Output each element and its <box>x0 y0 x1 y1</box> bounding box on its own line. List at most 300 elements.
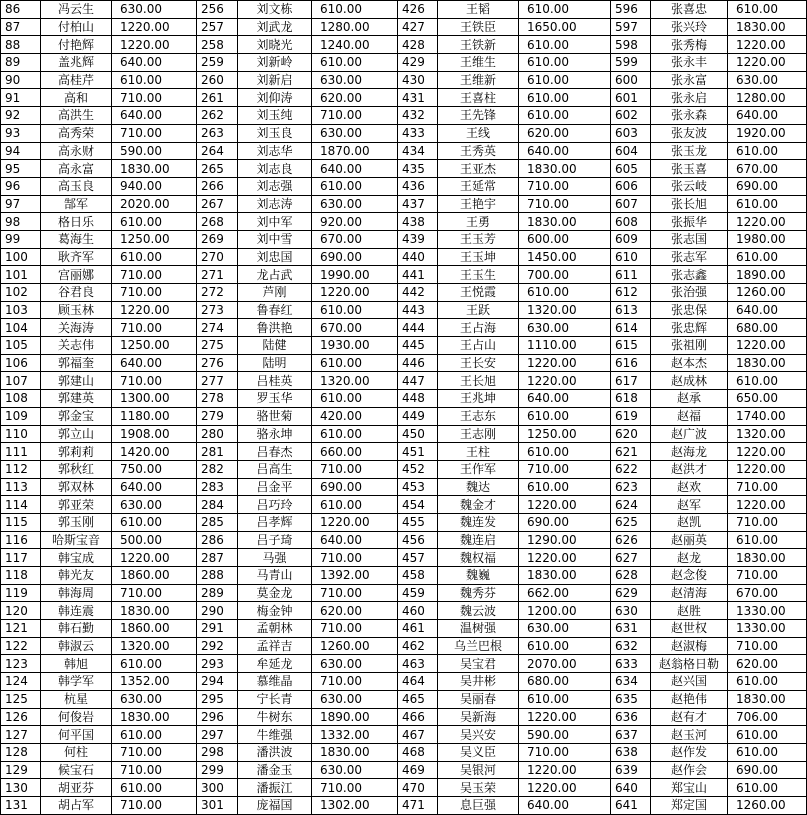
person-name-cell: 郭亚荣 <box>41 496 112 514</box>
row-number-cell: 296 <box>197 708 238 726</box>
row-number-cell: 262 <box>197 107 238 125</box>
table-row <box>1 107 807 125</box>
row-number-cell: 628 <box>611 567 651 585</box>
row-number-cell: 438 <box>398 213 438 231</box>
row-number-cell: 288 <box>197 567 238 585</box>
row-number-cell: 118 <box>1 567 41 585</box>
amount-cell: 2020.00 <box>112 195 197 213</box>
row-number-cell: 92 <box>1 107 41 125</box>
row-number-cell: 131 <box>1 796 41 814</box>
amount-cell: 640.00 <box>519 142 611 160</box>
person-name-cell: 张振华 <box>651 213 728 231</box>
person-name-cell: 赵胜 <box>651 602 728 620</box>
person-name-cell: 谷君良 <box>41 284 112 302</box>
person-name-cell: 张志鑫 <box>651 266 728 284</box>
table-row <box>1 195 807 213</box>
row-number-cell: 301 <box>197 796 238 814</box>
person-name-cell: 何俊岩 <box>41 708 112 726</box>
amount-cell: 1220.00 <box>519 549 611 567</box>
row-number-cell: 603 <box>611 124 651 142</box>
person-name-cell: 张永丰 <box>651 54 728 72</box>
amount-cell: 1870.00 <box>312 142 398 160</box>
person-name-cell: 魏达 <box>438 478 519 496</box>
row-number-cell: 460 <box>398 602 438 620</box>
person-name-cell: 潘金玉 <box>238 761 312 779</box>
person-name-cell: 关志伟 <box>41 337 112 355</box>
person-name-cell: 孟祥吉 <box>238 637 312 655</box>
table-body <box>1 1 807 815</box>
table-row <box>1 319 807 337</box>
amount-cell: 630.00 <box>312 195 398 213</box>
row-number-cell: 456 <box>398 531 438 549</box>
amount-cell: 1220.00 <box>519 372 611 390</box>
person-name-cell: 郭金宝 <box>41 407 112 425</box>
person-name-cell: 宫丽娜 <box>41 266 112 284</box>
amount-cell: 1220.00 <box>728 443 807 461</box>
person-name-cell: 牟延龙 <box>238 655 312 673</box>
amount-cell: 610.00 <box>312 496 398 514</box>
person-name-cell: 王玉芳 <box>438 230 519 248</box>
row-number-cell: 450 <box>398 425 438 443</box>
amount-cell: 610.00 <box>312 390 398 408</box>
person-name-cell: 赵龙 <box>651 549 728 567</box>
amount-cell: 1290.00 <box>519 531 611 549</box>
person-name-cell: 王兆坤 <box>438 390 519 408</box>
person-name-cell: 赵广波 <box>651 425 728 443</box>
person-name-cell: 王维新 <box>438 71 519 89</box>
person-name-cell: 牛维强 <box>238 726 312 744</box>
person-name-cell: 魏金才 <box>438 496 519 514</box>
person-name-cell: 郭建山 <box>41 372 112 390</box>
row-number-cell: 630 <box>611 602 651 620</box>
amount-cell: 610.00 <box>519 478 611 496</box>
table-row <box>1 230 807 248</box>
person-name-cell: 王柱 <box>438 443 519 461</box>
amount-cell: 670.00 <box>728 160 807 178</box>
row-number-cell: 274 <box>197 319 238 337</box>
person-name-cell: 刘中雪 <box>238 230 312 248</box>
amount-cell: 630.00 <box>312 761 398 779</box>
amount-cell: 1180.00 <box>112 407 197 425</box>
amount-cell: 640.00 <box>112 107 197 125</box>
amount-cell: 1330.00 <box>728 602 807 620</box>
row-number-cell: 446 <box>398 354 438 372</box>
person-name-cell: 张忠辉 <box>651 319 728 337</box>
person-name-cell: 赵艳伟 <box>651 690 728 708</box>
person-name-cell: 高秀荣 <box>41 124 112 142</box>
amount-cell: 1260.00 <box>728 796 807 814</box>
person-name-cell: 赵淑梅 <box>651 637 728 655</box>
person-name-cell: 杭星 <box>41 690 112 708</box>
row-number-cell: 622 <box>611 460 651 478</box>
row-number-cell: 285 <box>197 513 238 531</box>
table-row <box>1 690 807 708</box>
person-name-cell: 王艳宇 <box>438 195 519 213</box>
person-name-cell: 芦刚 <box>238 284 312 302</box>
person-name-cell: 吕子琦 <box>238 531 312 549</box>
row-number-cell: 441 <box>398 266 438 284</box>
amount-cell: 680.00 <box>728 319 807 337</box>
row-number-cell: 618 <box>611 390 651 408</box>
amount-cell: 710.00 <box>112 743 197 761</box>
row-number-cell: 107 <box>1 372 41 390</box>
table-row <box>1 779 807 797</box>
row-number-cell: 426 <box>398 1 438 19</box>
amount-cell: 1320.00 <box>728 425 807 443</box>
amount-cell: 1890.00 <box>728 266 807 284</box>
amount-cell: 706.00 <box>728 708 807 726</box>
amount-cell: 1220.00 <box>728 54 807 72</box>
row-number-cell: 295 <box>197 690 238 708</box>
row-number-cell: 99 <box>1 230 41 248</box>
table-row <box>1 301 807 319</box>
person-name-cell: 刘新启 <box>238 71 312 89</box>
amount-cell: 610.00 <box>728 372 807 390</box>
person-name-cell: 鲁洪艳 <box>238 319 312 337</box>
row-number-cell: 103 <box>1 301 41 319</box>
person-name-cell: 赵玉河 <box>651 726 728 744</box>
row-number-cell: 120 <box>1 602 41 620</box>
amount-cell: 1920.00 <box>728 124 807 142</box>
amount-cell: 1280.00 <box>312 18 398 36</box>
row-number-cell: 263 <box>197 124 238 142</box>
row-number-cell: 278 <box>197 390 238 408</box>
person-name-cell: 潘振江 <box>238 779 312 797</box>
row-number-cell: 457 <box>398 549 438 567</box>
row-number-cell: 442 <box>398 284 438 302</box>
row-number-cell: 261 <box>197 89 238 107</box>
table-row <box>1 124 807 142</box>
row-number-cell: 117 <box>1 549 41 567</box>
row-number-cell: 627 <box>611 549 651 567</box>
amount-cell: 1220.00 <box>519 779 611 797</box>
amount-cell: 610.00 <box>728 743 807 761</box>
row-number-cell: 638 <box>611 743 651 761</box>
amount-cell: 710.00 <box>519 195 611 213</box>
amount-cell: 620.00 <box>728 655 807 673</box>
row-number-cell: 90 <box>1 71 41 89</box>
person-name-cell: 关海涛 <box>41 319 112 337</box>
amount-cell: 610.00 <box>728 142 807 160</box>
amount-cell: 1830.00 <box>519 213 611 231</box>
person-name-cell: 刘文栋 <box>238 1 312 19</box>
person-name-cell: 赵丽英 <box>651 531 728 549</box>
person-name-cell: 魏巍 <box>438 567 519 585</box>
amount-cell: 610.00 <box>312 301 398 319</box>
amount-cell: 1240.00 <box>312 36 398 54</box>
amount-cell: 1352.00 <box>112 673 197 691</box>
amount-cell: 1320.00 <box>112 637 197 655</box>
table-row <box>1 602 807 620</box>
row-number-cell: 257 <box>197 18 238 36</box>
person-name-cell: 韩宝成 <box>41 549 112 567</box>
row-number-cell: 452 <box>398 460 438 478</box>
person-name-cell: 王长安 <box>438 354 519 372</box>
amount-cell: 1830.00 <box>112 160 197 178</box>
amount-cell: 710.00 <box>312 620 398 638</box>
amount-cell: 610.00 <box>728 726 807 744</box>
amount-cell: 710.00 <box>112 796 197 814</box>
row-number-cell: 439 <box>398 230 438 248</box>
amount-cell: 700.00 <box>519 266 611 284</box>
row-number-cell: 259 <box>197 54 238 72</box>
amount-cell: 500.00 <box>112 531 197 549</box>
amount-cell: 662.00 <box>519 584 611 602</box>
row-number-cell: 616 <box>611 354 651 372</box>
row-number-cell: 266 <box>197 177 238 195</box>
amount-cell: 1740.00 <box>728 407 807 425</box>
person-name-cell: 吕金平 <box>238 478 312 496</box>
person-name-cell: 郭立山 <box>41 425 112 443</box>
row-number-cell: 105 <box>1 337 41 355</box>
table-row <box>1 584 807 602</box>
row-number-cell: 111 <box>1 443 41 461</box>
table-row <box>1 673 807 691</box>
row-number-cell: 277 <box>197 372 238 390</box>
row-number-cell: 96 <box>1 177 41 195</box>
row-number-cell: 87 <box>1 18 41 36</box>
row-number-cell: 610 <box>611 248 651 266</box>
amount-cell: 1830.00 <box>519 567 611 585</box>
amount-cell: 630.00 <box>519 319 611 337</box>
person-name-cell: 刘志涛 <box>238 195 312 213</box>
table-row <box>1 637 807 655</box>
person-name-cell: 张志国 <box>651 230 728 248</box>
table-row <box>1 743 807 761</box>
person-name-cell: 吕孝辉 <box>238 513 312 531</box>
amount-cell: 710.00 <box>112 372 197 390</box>
amount-cell: 1990.00 <box>312 266 398 284</box>
row-number-cell: 605 <box>611 160 651 178</box>
row-number-cell: 123 <box>1 655 41 673</box>
person-name-cell: 刘玉纯 <box>238 107 312 125</box>
row-number-cell: 275 <box>197 337 238 355</box>
person-name-cell: 格日乐 <box>41 213 112 231</box>
person-name-cell: 赵凯 <box>651 513 728 531</box>
row-number-cell: 282 <box>197 460 238 478</box>
amount-cell: 1220.00 <box>519 354 611 372</box>
amount-cell: 1392.00 <box>312 567 398 585</box>
amount-cell: 1260.00 <box>728 284 807 302</box>
row-number-cell: 640 <box>611 779 651 797</box>
amount-cell: 940.00 <box>112 177 197 195</box>
row-number-cell: 432 <box>398 107 438 125</box>
table-row <box>1 337 807 355</box>
row-number-cell: 115 <box>1 513 41 531</box>
amount-cell: 630.00 <box>112 496 197 514</box>
amount-cell: 620.00 <box>312 602 398 620</box>
amount-cell: 590.00 <box>112 142 197 160</box>
amount-cell: 710.00 <box>519 743 611 761</box>
person-name-cell: 郭玉刚 <box>41 513 112 531</box>
amount-cell: 1830.00 <box>112 602 197 620</box>
row-number-cell: 448 <box>398 390 438 408</box>
row-number-cell: 435 <box>398 160 438 178</box>
row-number-cell: 633 <box>611 655 651 673</box>
amount-cell: 1830.00 <box>728 549 807 567</box>
row-number-cell: 626 <box>611 531 651 549</box>
amount-cell: 610.00 <box>112 779 197 797</box>
row-number-cell: 95 <box>1 160 41 178</box>
person-name-cell: 张玉龙 <box>651 142 728 160</box>
row-number-cell: 286 <box>197 531 238 549</box>
person-name-cell: 何柱 <box>41 743 112 761</box>
amount-cell: 1330.00 <box>728 620 807 638</box>
person-name-cell: 赵海龙 <box>651 443 728 461</box>
person-name-cell: 庞福国 <box>238 796 312 814</box>
row-number-cell: 604 <box>611 142 651 160</box>
person-name-cell: 宁长青 <box>238 690 312 708</box>
amount-cell: 640.00 <box>728 107 807 125</box>
person-name-cell: 张祖刚 <box>651 337 728 355</box>
amount-cell: 640.00 <box>312 531 398 549</box>
amount-cell: 710.00 <box>112 319 197 337</box>
row-number-cell: 434 <box>398 142 438 160</box>
amount-cell: 2070.00 <box>519 655 611 673</box>
table-row <box>1 177 807 195</box>
person-name-cell: 吕巧玲 <box>238 496 312 514</box>
amount-cell: 1220.00 <box>112 549 197 567</box>
amount-cell: 1250.00 <box>112 337 197 355</box>
amount-cell: 640.00 <box>112 54 197 72</box>
person-name-cell: 付艳辉 <box>41 36 112 54</box>
row-number-cell: 436 <box>398 177 438 195</box>
row-number-cell: 625 <box>611 513 651 531</box>
row-number-cell: 453 <box>398 478 438 496</box>
row-number-cell: 127 <box>1 726 41 744</box>
person-name-cell: 赵欢 <box>651 478 728 496</box>
person-name-cell: 刘玉良 <box>238 124 312 142</box>
amount-cell: 1220.00 <box>519 761 611 779</box>
row-number-cell: 609 <box>611 230 651 248</box>
row-number-cell: 637 <box>611 726 651 744</box>
amount-cell: 1420.00 <box>112 443 197 461</box>
row-number-cell: 293 <box>197 655 238 673</box>
row-number-cell: 608 <box>611 213 651 231</box>
person-name-cell: 韩学军 <box>41 673 112 691</box>
person-name-cell: 韩旭 <box>41 655 112 673</box>
person-name-cell: 刘志华 <box>238 142 312 160</box>
amount-cell: 1200.00 <box>519 602 611 620</box>
amount-cell: 1332.00 <box>312 726 398 744</box>
person-name-cell: 王韬 <box>438 1 519 19</box>
row-number-cell: 125 <box>1 690 41 708</box>
person-name-cell: 吴新海 <box>438 708 519 726</box>
table-row <box>1 443 807 461</box>
person-name-cell: 刘忠国 <box>238 248 312 266</box>
person-name-cell: 葛海生 <box>41 230 112 248</box>
amount-cell: 610.00 <box>728 1 807 19</box>
row-number-cell: 465 <box>398 690 438 708</box>
amount-cell: 610.00 <box>112 248 197 266</box>
amount-cell: 710.00 <box>312 107 398 125</box>
person-name-cell: 付柏山 <box>41 18 112 36</box>
table-row <box>1 796 807 814</box>
person-name-cell: 赵清海 <box>651 584 728 602</box>
person-name-cell: 郑宝山 <box>651 779 728 797</box>
row-number-cell: 88 <box>1 36 41 54</box>
row-number-cell: 615 <box>611 337 651 355</box>
person-name-cell: 刘中军 <box>238 213 312 231</box>
person-name-cell: 何平国 <box>41 726 112 744</box>
row-number-cell: 463 <box>398 655 438 673</box>
amount-cell: 710.00 <box>728 567 807 585</box>
row-number-cell: 429 <box>398 54 438 72</box>
person-name-cell: 马强 <box>238 549 312 567</box>
amount-cell: 690.00 <box>312 478 398 496</box>
row-number-cell: 269 <box>197 230 238 248</box>
row-number-cell: 601 <box>611 89 651 107</box>
person-name-cell: 耿齐军 <box>41 248 112 266</box>
amount-cell: 610.00 <box>519 690 611 708</box>
amount-cell: 1220.00 <box>728 496 807 514</box>
row-number-cell: 613 <box>611 301 651 319</box>
amount-cell: 610.00 <box>728 248 807 266</box>
row-number-cell: 428 <box>398 36 438 54</box>
table-row <box>1 761 807 779</box>
person-name-cell: 鲁春红 <box>238 301 312 319</box>
amount-cell: 1650.00 <box>519 18 611 36</box>
amount-cell: 610.00 <box>112 71 197 89</box>
amount-cell: 1860.00 <box>112 620 197 638</box>
row-number-cell: 629 <box>611 584 651 602</box>
amount-cell: 1830.00 <box>312 743 398 761</box>
person-name-cell: 张喜忠 <box>651 1 728 19</box>
row-number-cell: 292 <box>197 637 238 655</box>
person-name-cell: 王秀英 <box>438 142 519 160</box>
person-name-cell: 王志刚 <box>438 425 519 443</box>
person-name-cell: 魏权福 <box>438 549 519 567</box>
person-name-cell: 郭秋红 <box>41 460 112 478</box>
row-number-cell: 100 <box>1 248 41 266</box>
amount-cell: 670.00 <box>312 230 398 248</box>
person-name-cell: 牛树东 <box>238 708 312 726</box>
person-name-cell: 刘晓光 <box>238 36 312 54</box>
person-name-cell: 赵本杰 <box>651 354 728 372</box>
person-name-cell: 郭福奎 <box>41 354 112 372</box>
table-row <box>1 36 807 54</box>
amount-cell: 610.00 <box>312 1 398 19</box>
amount-cell: 1220.00 <box>312 513 398 531</box>
person-name-cell: 张志军 <box>651 248 728 266</box>
person-name-cell: 王先锋 <box>438 107 519 125</box>
table-row <box>1 54 807 72</box>
amount-cell: 610.00 <box>112 726 197 744</box>
table-row <box>1 708 807 726</box>
row-number-cell: 621 <box>611 443 651 461</box>
amount-cell: 620.00 <box>519 124 611 142</box>
row-number-cell: 443 <box>398 301 438 319</box>
table-row <box>1 425 807 443</box>
person-name-cell: 乌兰巴根 <box>438 637 519 655</box>
amount-cell: 710.00 <box>312 779 398 797</box>
person-name-cell: 哈斯宝音 <box>41 531 112 549</box>
row-number-cell: 268 <box>197 213 238 231</box>
person-name-cell: 王勇 <box>438 213 519 231</box>
amount-cell: 630.00 <box>112 1 197 19</box>
row-number-cell: 639 <box>611 761 651 779</box>
person-name-cell: 王悦霞 <box>438 284 519 302</box>
amount-cell: 650.00 <box>728 390 807 408</box>
row-number-cell: 264 <box>197 142 238 160</box>
amount-cell: 1860.00 <box>112 567 197 585</box>
row-number-cell: 122 <box>1 637 41 655</box>
table-row <box>1 655 807 673</box>
amount-cell: 1220.00 <box>112 36 197 54</box>
table-row <box>1 390 807 408</box>
person-name-cell: 郑定国 <box>651 796 728 814</box>
person-name-cell: 梅金钟 <box>238 602 312 620</box>
